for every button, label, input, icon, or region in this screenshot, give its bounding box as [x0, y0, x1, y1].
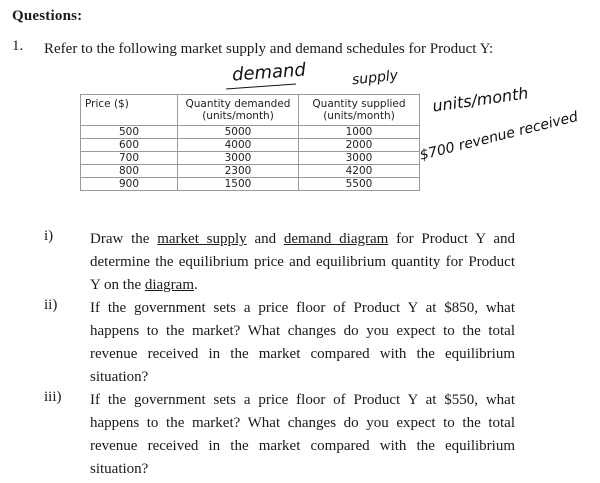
handwritten-revenue-note: $700 revenue received — [418, 108, 580, 164]
supplied-cell: 2000 — [299, 139, 420, 152]
item-i-part: for Product Y and determine the equilibrium price and equilibrium quantity for Product Y on the — [90, 231, 515, 293]
table-row — [81, 152, 420, 165]
question-number: 1. — [12, 38, 24, 54]
header-quantity-supplied — [299, 95, 420, 126]
demanded-cell: 2300 — [178, 165, 299, 178]
item-i-underlined: diagram — [144, 277, 195, 293]
item-text-i — [90, 228, 515, 297]
schedule-table — [80, 94, 420, 191]
table-row — [81, 165, 420, 178]
demanded-cell: 3000 — [178, 152, 299, 165]
supplied-cell: 4200 — [299, 165, 420, 178]
price-cell: 600 — [81, 139, 178, 152]
item-label-iii: iii) — [44, 389, 62, 405]
header-price: Price ($) — [81, 95, 178, 126]
handwritten-units-note: units/month — [431, 83, 530, 116]
header-quantity-demanded — [178, 95, 299, 126]
demanded-cell: 4000 — [178, 139, 299, 152]
question-text: Refer to the following market supply and demand schedules for Product Y: — [44, 41, 494, 57]
item-i-part: and — [246, 231, 284, 247]
handwritten-supply-note: supply — [351, 67, 399, 89]
price-cell: 500 — [81, 126, 178, 139]
item-label-i: i) — [44, 228, 54, 244]
header-demand-line2: (units/month) — [202, 110, 274, 122]
item-i-underlined: market supply — [157, 231, 247, 247]
supplied-cell: 1000 — [299, 126, 420, 139]
header-demand-line1: Quantity demanded — [185, 98, 291, 110]
table-row — [81, 178, 420, 191]
header-supply-line1: Quantity supplied — [312, 98, 406, 110]
item-label-ii: ii) — [44, 297, 58, 313]
table-row — [81, 139, 420, 152]
price-cell: 900 — [81, 178, 178, 191]
item-text-ii: If the government sets a price floor of Product Y at $850, what happens to the market? What changes do you expect to the total revenue received in the market compared with the equilibrium situation? — [90, 300, 515, 385]
demanded-cell: 1500 — [178, 178, 299, 191]
table-header-row — [81, 95, 420, 126]
supplied-cell: 3000 — [299, 152, 420, 165]
table-row — [81, 126, 420, 139]
supplied-cell: 5500 — [299, 178, 420, 191]
handwritten-demand-note: demand — [231, 59, 307, 86]
item-i-part: . — [194, 277, 198, 293]
price-cell: 800 — [81, 165, 178, 178]
price-cell: 700 — [81, 152, 178, 165]
page-heading: Questions: — [12, 8, 83, 24]
item-i-underlined: demand diagram — [283, 231, 389, 247]
item-i-part: Draw the — [90, 231, 158, 247]
demanded-cell: 5000 — [178, 126, 299, 139]
header-supply-line2: (units/month) — [323, 110, 395, 122]
item-text-iii: If the government sets a price floor of Product Y at $550, what happens to the market? What changes do you expect to the total revenue received in the market compared with the equilibrium situation? — [90, 392, 515, 477]
